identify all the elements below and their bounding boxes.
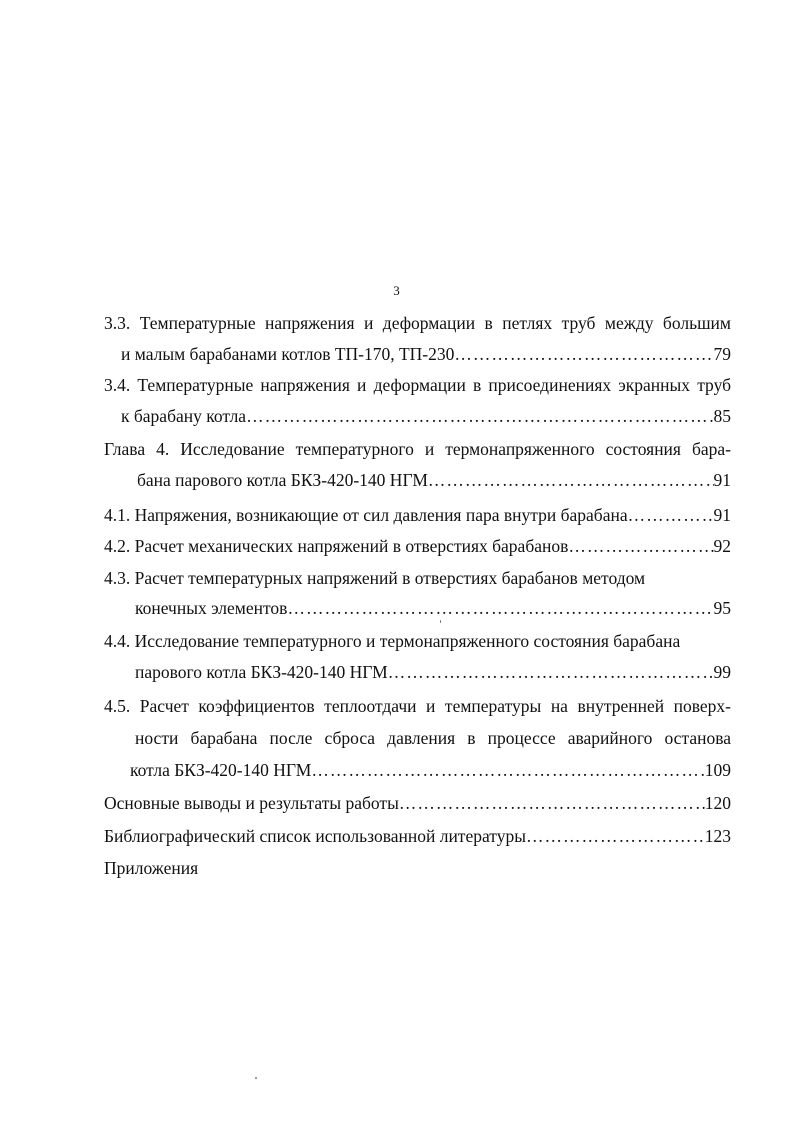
toc-leader-dots: [628, 504, 714, 526]
toc-entry-4-3-line1: 4.3. Расчет температурных напряжений в отверстиях барабанов методом: [104, 568, 646, 588]
toc-leader-dots: [399, 792, 705, 814]
toc-entry-4-2: [104, 535, 731, 557]
toc-entry-title: и малым барабанами котлов ТП-170, ТП-230: [121, 344, 455, 364]
toc-entry-title: 4.2. Расчет механических напряжений в отверстиях барабанов: [104, 536, 569, 556]
toc-page-number: 95: [713, 598, 731, 618]
toc-entry-title: Библиографический список использованной литературы: [104, 826, 526, 846]
toc-entry-chapter4-line2: [137, 469, 731, 491]
toc-entry-4-5-line2: ности барабана после сброса давления в процессе аварийного останова: [135, 728, 731, 748]
toc-entry-4-1: [104, 504, 731, 526]
scan-speck: [440, 620, 441, 623]
toc-page-number: 92: [713, 536, 731, 556]
page-number: 3: [393, 283, 400, 298]
toc-entry-title: котла БКЗ-420-140 НГМ: [130, 760, 312, 780]
toc-leader-dots: [311, 759, 704, 781]
toc-entry-title: Основные выводы и результаты работы: [104, 793, 399, 813]
toc-leader-dots: [388, 661, 714, 683]
toc-entry-3-4-line1: 3.4. Температурные напряжения и деформации в присоединениях экранных труб: [104, 375, 731, 395]
toc-entry-title: к барабану котла: [121, 406, 247, 426]
toc-entry-appendices: Приложения: [104, 858, 199, 878]
toc-page-number: 85: [713, 406, 731, 426]
toc-entry-4-3-line2: [135, 597, 731, 619]
toc-entry-4-4-line2: [135, 661, 731, 683]
toc-leader-dots: [428, 469, 714, 491]
toc-entry-3-4-line2: [121, 405, 731, 427]
toc-page-number: 91: [713, 505, 731, 525]
toc-entry-title: бана парового котла БКЗ-420-140 НГМ: [137, 470, 428, 490]
toc-entry-4-5-line1: 4.5. Расчет коэффициентов теплоотдачи и температуры на внутренней поверх-: [104, 696, 731, 716]
toc-entry-title: 4.1. Напряжения, возникающие от сил давления пара внутри барабана: [104, 505, 628, 525]
toc-leader-dots: [526, 825, 705, 847]
toc-entry-3-3-line1: 3.3. Температурные напряжения и деформации в петлях труб между большим: [104, 313, 731, 333]
toc-page-number: 109: [704, 760, 731, 780]
toc-entry-title: конечных элементов: [135, 598, 288, 618]
toc-leader-dots: [568, 535, 713, 557]
toc-entry-chapter4-line1: Глава 4. Исследование температурного и термонапряженного состояния бара-: [104, 439, 731, 459]
toc-leader-dots: [246, 405, 713, 427]
toc-leader-dots: [287, 597, 713, 619]
toc-page-number: 99: [713, 662, 731, 682]
toc-page-number: 79: [713, 344, 731, 364]
toc-entry-bibliography: [104, 825, 731, 847]
toc-entry-conclusions: [104, 792, 731, 814]
toc-entry-4-4-line1: 4.4. Исследование температурного и термонапряженного состояния барабана: [104, 631, 681, 651]
toc-page-number: 120: [704, 793, 731, 813]
toc-page-number: 123: [704, 826, 731, 846]
toc-page-number: 91: [713, 470, 731, 490]
toc-entry-4-5-line3: [130, 759, 731, 781]
toc-entry-title: парового котла БКЗ-420-140 НГМ: [135, 662, 388, 682]
toc-leader-dots: [454, 343, 713, 365]
toc-entry-3-3-line2: [121, 343, 731, 365]
scan-speck: [255, 1077, 257, 1079]
